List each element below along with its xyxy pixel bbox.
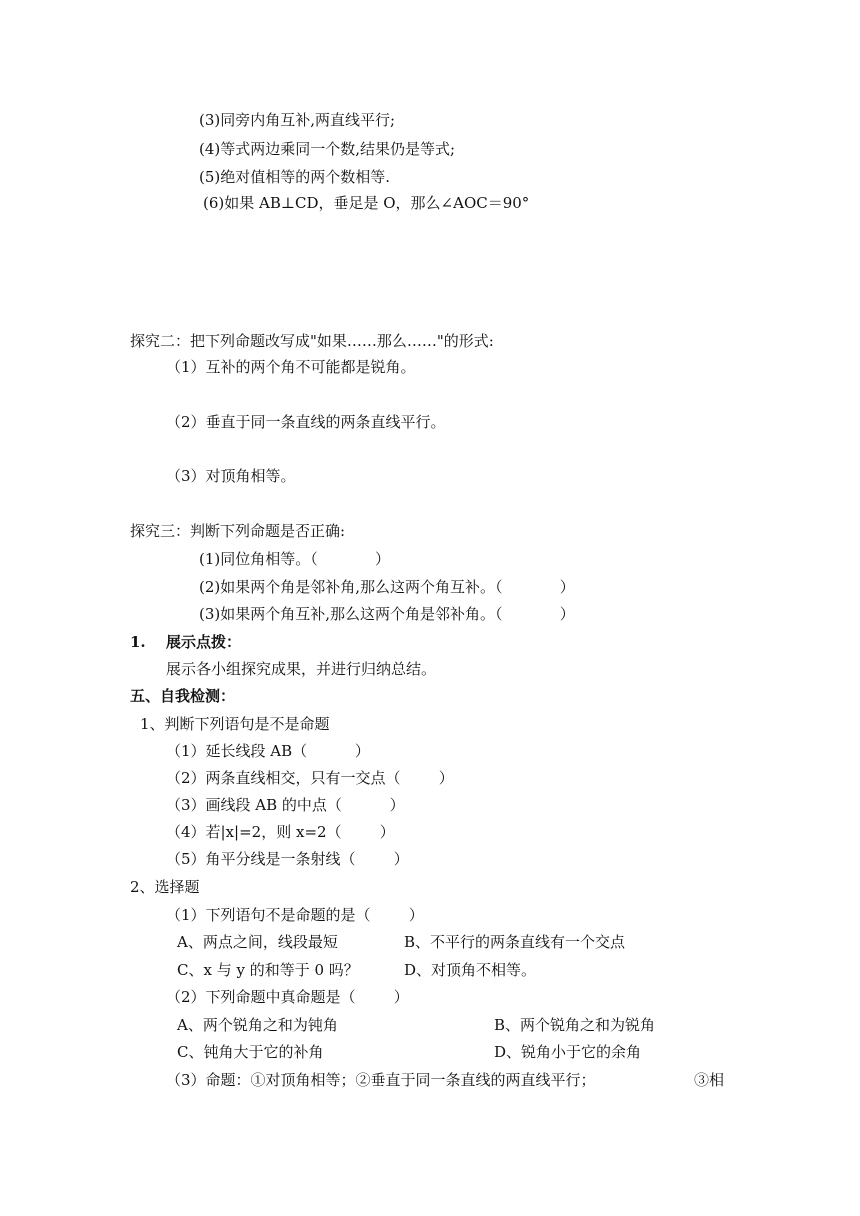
explore2-item-2: （2）垂直于同一条直线的两条直线平行。	[166, 413, 446, 431]
q2-sub1-option-d: D、对顶角不相等。	[404, 961, 537, 979]
q1-item-1: （1）延长线段 AB（ ）	[166, 742, 370, 760]
q1-item-5: （5）角平分线是一条射线（ ）	[166, 850, 409, 868]
show-section-text: 展示各小组探究成果，并进行归纳总结。	[166, 660, 437, 678]
explore3-item-1: (1)同位角相等。（ ）	[199, 550, 390, 568]
section5-title: 五、自我检测：	[130, 687, 236, 705]
q2-sub2-option-a: A、两个锐角之和为钝角	[177, 1016, 338, 1034]
q2-sub2-option-c: C、钝角大于它的补角	[177, 1043, 324, 1061]
q2-sub2-option-b: B、两个锐角之和为锐角	[494, 1016, 656, 1034]
q2-sub3-tail: ③相	[694, 1071, 725, 1089]
statement-5: (5)绝对值相等的两个数相等.	[199, 168, 391, 186]
q2-title: 2、选择题	[130, 878, 200, 896]
show-section-title: 展示点拨：	[166, 633, 242, 651]
q2-sub1-option-b: B、不平行的两条直线有一个交点	[404, 933, 626, 951]
show-section-number: 1.	[130, 633, 146, 651]
explore3-item-2: (2)如果两个角是邻补角,那么这两个角互补。（ ）	[199, 578, 575, 596]
explore2-item-3: （3）对顶角相等。	[166, 467, 296, 485]
statement-4: (4)等式两边乘同一个数,结果仍是等式;	[199, 140, 456, 158]
q1-title: 1、判断下列语句是不是命题	[140, 715, 330, 733]
q1-item-2: （2）两条直线相交，只有一交点（ ）	[166, 769, 454, 787]
q2-sub2-option-d: D、锐角小于它的余角	[494, 1043, 642, 1061]
statement-6: (6)如果 AB⊥CD，垂足是 O，那么∠AOC＝90°	[203, 194, 530, 212]
q2-sub3-stem: （3）命题：①对顶角相等；②垂直于同一条直线的两直线平行；	[166, 1071, 596, 1089]
statement-3: (3)同旁内角互补,两直线平行;	[199, 111, 396, 129]
q2-sub1-option-c: C、x 与 y 的和等于 0 吗？	[177, 961, 359, 979]
explore2-item-1: （1）互补的两个角不可能都是锐角。	[166, 358, 416, 376]
q2-sub1-option-a: A、两点之间，线段最短	[177, 933, 338, 951]
q2-sub2-stem: （2）下列命题中真命题是（ ）	[166, 988, 409, 1006]
q1-item-3: （3）画线段 AB 的中点（ ）	[166, 796, 405, 814]
explore2-heading: 探究二：把下列命题改写成"如果……那么……"的形式:	[130, 332, 494, 350]
explore3-heading: 探究三：判断下列命题是否正确:	[130, 522, 346, 540]
q1-item-4: （4）若|x|=2，则 x=2（ ）	[166, 823, 395, 841]
q2-sub1-stem: （1）下列语句不是命题的是（ ）	[166, 906, 424, 924]
explore3-item-3: (3)如果两个角互补,那么这两个角是邻补角。（ ）	[199, 605, 575, 623]
